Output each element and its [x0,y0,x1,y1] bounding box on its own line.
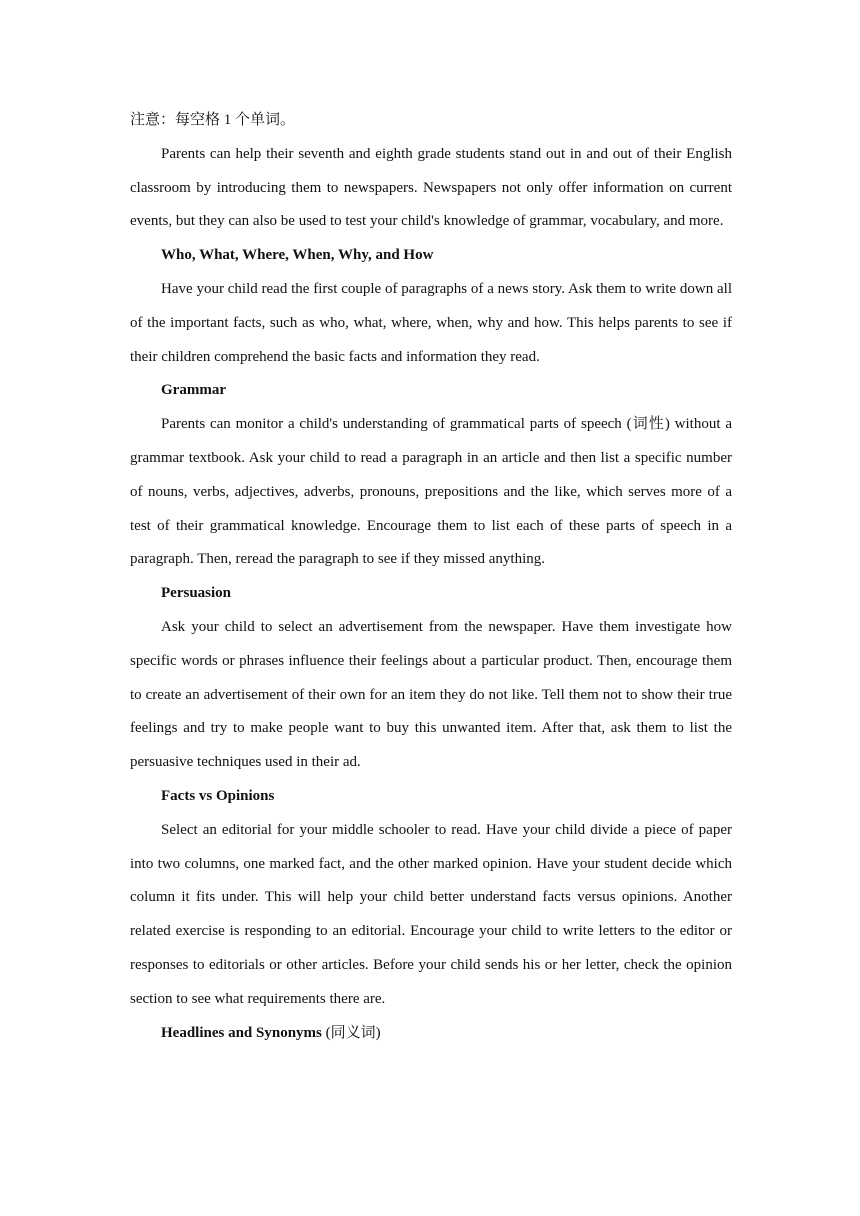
section-heading-headlines [130,1017,732,1051]
headlines-heading-gloss: (同义词) [321,1024,381,1041]
section-body-persuasion: Ask your child to select an advertisement from the newspaper. Have them investigate how specific words or phrases influence their feelings about a particular product. Then, encourage them to create an advertisement of their own for an item they do not like. Tell them not to show their true feelings and try to make people want to buy this unwanted item. After that, ask them to list the persuasive techniques used in their ad. [130,618,732,771]
section-body-grammar: Parents can monitor a child's understanding of grammatical parts of speech (词性) without a grammar textbook. Ask your child to read a paragraph in an article and then list a specific number of nouns, verbs, adjectives, adverbs, pronouns, prepositions and the like, which serves more of a test of their grammatical knowledge. Encourage them to list each of these parts of speech in a paragraph. Then, reread the paragraph to see if they missed anything. [130,416,732,568]
section-heading-grammar: Grammar [161,382,226,399]
intro-paragraph: Parents can help their seventh and eighth grade students stand out in and out of their English classroom by introducing them to newspapers. Newspapers not only offer information on current events, but they can also be used to test your child's knowledge of grammar, vocabulary, and more. [130,145,732,230]
section-heading-persuasion: Persuasion [161,585,232,602]
section-heading-facts-opinions: Facts vs Opinions [161,787,275,804]
section-heading-who-what: Who, What, Where, When, Why, and How [161,247,434,264]
section-body-who-what: Have your child read the first couple of paragraphs of a news story. Ask them to write down all of the important facts, such as who, what, where, when, why and how. This helps parents to see if their children comprehend the basic facts and information they read. [130,280,732,365]
instruction-note: 注意：每空格 1 个单词。 [130,112,296,128]
headlines-heading-text: Headlines and Synonyms [161,1024,322,1041]
section-body-facts-opinions: Select an editorial for your middle schooler to read. Have your child divide a piece of paper into two columns, one marked fact, and the other marked opinion. Have your student decide which column it fits under. This will help your child better understand facts versus opinions. Another related exercise is responding to an editorial. Encourage your child to write letters to the editor or responses to editorials or other articles. Before your child sends his or her letter, check the opinion section to see what requirements there are. [130,821,732,1007]
